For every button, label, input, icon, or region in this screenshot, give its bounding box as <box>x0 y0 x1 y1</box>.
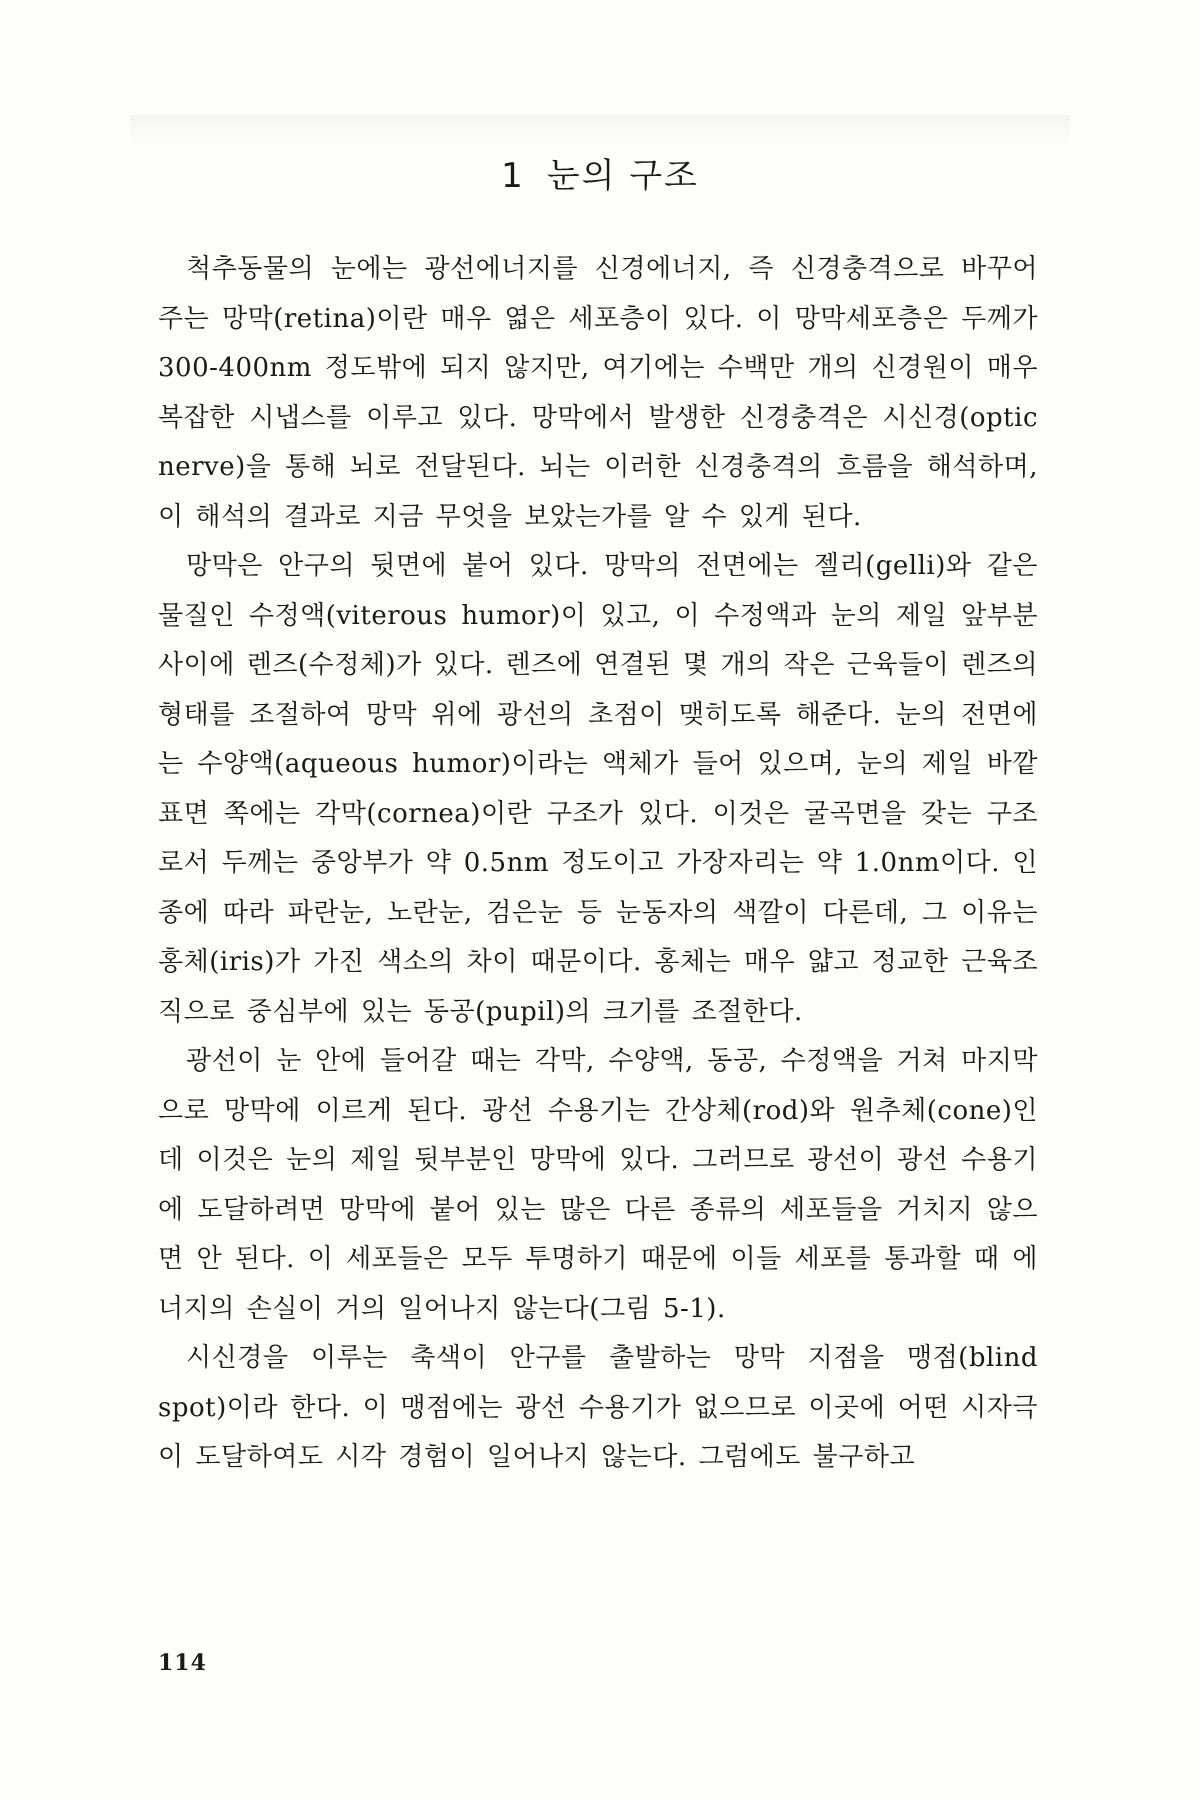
chapter-title-text: 눈의 구조 <box>546 156 699 196</box>
paragraph-4: 시신경을 이루는 축색이 안구를 출발하는 망막 지점을 맹점(blind spot)이라 한다. 이 맹점에는 광선 수용기가 없으므로 이곳에 어떤 시자극이 도달하여도 시각 경험이 일어나지 않는다. 그럼에도 불구하고 <box>158 1343 1038 1472</box>
body-text <box>158 245 1038 1483</box>
paragraph-3: 광선이 눈 안에 들어갈 때는 각막, 수양액, 동공, 수정액을 거쳐 마지막으로 망막에 이르게 된다. 광선 수용기는 간상체(rod)와 원추체(cone)인데 이것은 눈의 제일 뒷부분인 망막에 있다. 그러므로 광선이 광선 수용기에 도달하려면 망막에 붙어 있는 많은 다른 종류의 세포들을 거치지 않으면 안 된다. 이 세포들은 모두 투명하기 때문에 이들 세포를 통과할 때 에너지의 손실이 거의 일어나지 않는다(그림 5-1). <box>158 1046 1038 1324</box>
page-number: 114 <box>158 1650 207 1676</box>
paragraph-1: 척추동물의 눈에는 광선에너지를 신경에너지, 즉 신경충격으로 바꾸어 주는 망막(retina)이란 매우 엷은 세포층이 있다. 이 망막세포층은 두께가 300-400nm 정도밖에 되지 않지만, 여기에는 수백만 개의 신경원이 매우 복잡한 시냅스를 이루고 있다. 망막에서 발생한 신경충격은 시신경(optic nerve)을 통해 뇌로 전달된다. 뇌는 이러한 신경충격의 흐름을 해석하며, 이 해석의 결과로 지금 무엇을 보았는가를 알 수 있게 된다. <box>158 254 1038 532</box>
paragraph-2: 망막은 안구의 뒷면에 붙어 있다. 망막의 전면에는 젤리(gelli)와 같은 물질인 수정액(viterous humor)이 있고, 이 수정액과 눈의 제일 앞부분 사이에 렌즈(수정체)가 있다. 렌즈에 연결된 몇 개의 작은 근육들이 렌즈의 형태를 조절하여 망막 위에 광선의 초점이 맺히도록 해준다. 눈의 전면에는 수양액(aqueous humor)이라는 액체가 들어 있으며, 눈의 제일 바깥 표면 쪽에는 각막(cornea)이란 구조가 있다. 이것은 굴곡면을 갖는 구조로서 두께는 중앙부가 약 0.5nm 정도이고 가장자리는 약 1.0nm이다. 인종에 따라 파란눈, 노란눈, 검은눈 등 눈동자의 색깔이 다른데, 그 이유는 홍체(iris)가 가진 색소의 차이 때문이다. 홍체는 매우 얇고 정교한 근육조직으로 중심부에 있는 동공(pupil)의 크기를 조절한다. <box>158 551 1038 1027</box>
chapter-number: 1 <box>501 156 525 196</box>
chapter-heading <box>0 148 1200 197</box>
scan-shadow <box>130 115 1070 145</box>
